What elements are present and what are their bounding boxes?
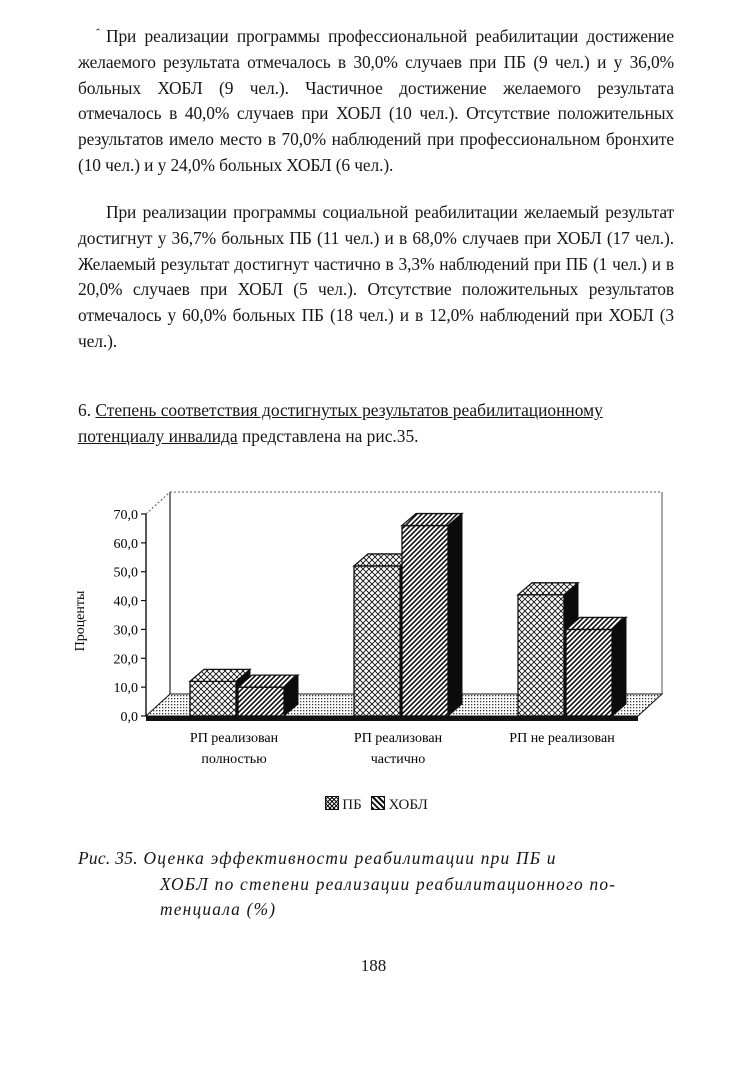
caption-line-2: ХОБЛ по степени реализации реабилитационного по- bbox=[160, 873, 617, 894]
y-tick-label: 70,0 bbox=[113, 508, 138, 523]
category-label-0-0: РП реализован bbox=[189, 731, 279, 746]
y-tick-label: 30,0 bbox=[113, 623, 138, 639]
legend-label-hobl: ХОБЛ bbox=[388, 797, 428, 813]
bar-side-hobl-1 bbox=[448, 514, 462, 716]
legend-label-pb: ПБ bbox=[342, 797, 362, 813]
bar-hobl-2 bbox=[566, 629, 612, 716]
caption-line-3: тенциала (%) bbox=[160, 899, 277, 919]
y-tick-label: 0,0 bbox=[120, 710, 138, 725]
bar-pb-2 bbox=[518, 595, 564, 716]
figure-caption bbox=[78, 846, 678, 923]
page-number: 188 bbox=[360, 956, 387, 975]
bar-hobl-1 bbox=[402, 526, 448, 716]
item-6-underlined-text: Степень соответствия достигнутых результатов реабилитационному потенциалу инвалида bbox=[78, 400, 603, 446]
caption-line-1: Оценка эффективности реабилитации при ПБ и bbox=[143, 848, 557, 868]
scan-mark: ˆ bbox=[96, 26, 100, 40]
legend-swatch-pb bbox=[325, 796, 339, 810]
item-6-number: 6. bbox=[78, 400, 92, 420]
bar-pb-1 bbox=[354, 566, 400, 716]
category-label-0-1: полностью bbox=[201, 752, 267, 767]
bar-hobl-0 bbox=[238, 687, 284, 716]
item-6-rest-text: представлена на рис.35. bbox=[237, 425, 419, 446]
y-tick-label: 50,0 bbox=[113, 565, 138, 581]
paragraph-professional-rehab: При реализации программы профессиональной реабилитации достижение желаемого результата отмечалось в 30,0% случаев при ПБ (9 чел.) и у 36,0% больных ХОБЛ (9 чел.). Частичное достижение желаемого результата отмечалось в 40,0% случаев при ХОБЛ (10 чел.). Отсутствие положительных результатов имело место в 70,0% наблюдений при профессиональном бронхите (10 чел.) и у 24,0% больных ХОБЛ (6 чел.). bbox=[78, 26, 674, 175]
bar-side-hobl-2 bbox=[612, 617, 626, 716]
legend-swatch-hobl bbox=[371, 796, 385, 810]
item-6 bbox=[78, 398, 678, 450]
category-label-2-0: РП не реализован bbox=[509, 731, 615, 746]
y-tick-label: 60,0 bbox=[113, 536, 138, 552]
y-tick-label: 20,0 bbox=[113, 652, 138, 668]
side-wall-top bbox=[146, 492, 170, 514]
category-label-1-1: частично bbox=[370, 752, 426, 767]
bar-pb-0 bbox=[190, 681, 236, 716]
chart-bars bbox=[190, 514, 626, 716]
paragraph-social-rehab: При реализации программы социальной реабилитации желаемый результат достигнут у 36,7% больных ПБ (11 чел.) и в 68,0% случаев при ХОБЛ (17 чел.). Желаемый результат достигнут частично в 3,3% наблюдений при ПБ (1 чел.) и в 20,0% случаев при ХОБЛ (5 чел.). Отсутствие положительных результатов отмечалось у 60,0% больных ПБ (18 чел.) и в 12,0% наблюдений при ХОБЛ (3 чел.). bbox=[78, 202, 674, 351]
caption-label: Рис. 35. bbox=[78, 848, 138, 868]
y-tick-label: 10,0 bbox=[113, 681, 138, 697]
category-label-1-0: РП реализован bbox=[353, 731, 443, 746]
x-axis-categories bbox=[190, 731, 615, 767]
y-tick-label: 40,0 bbox=[113, 594, 138, 610]
chart-legend bbox=[0, 796, 747, 814]
floor-front-edge bbox=[146, 716, 638, 721]
y-axis bbox=[114, 508, 147, 725]
y-axis-label: Проценты bbox=[73, 590, 88, 652]
figure-35-chart bbox=[60, 476, 680, 786]
